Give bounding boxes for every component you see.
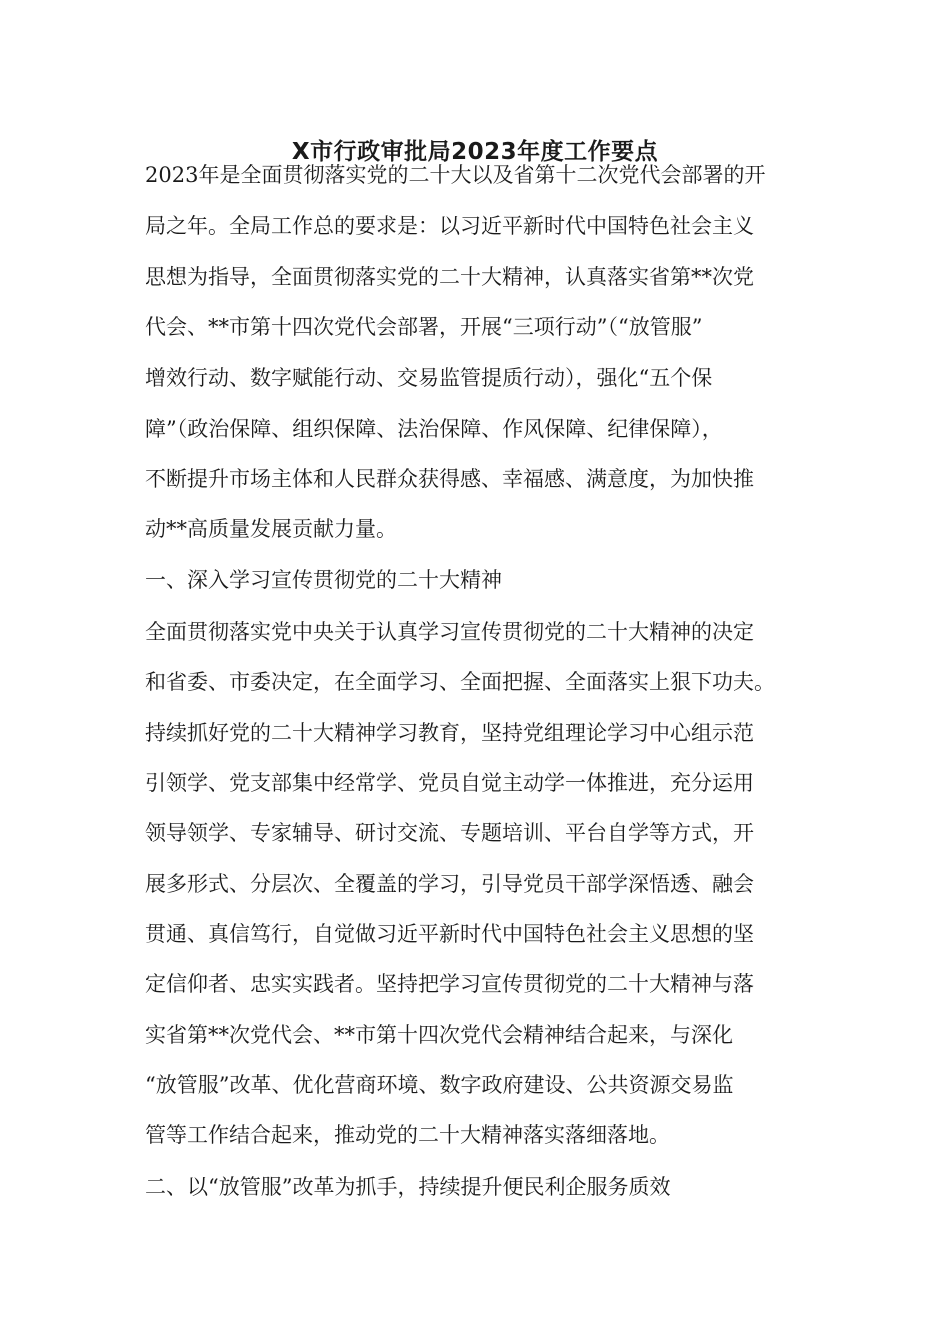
intro-line: 2023年是全面贯彻落实党的二十大以及省第十二次党代会部署的开 bbox=[145, 163, 766, 187]
intro-line: 障”（政治保障、组织保障、法治保障、作风保障、纪律保障）， bbox=[145, 417, 723, 441]
section-1-line: 贯通、真信笃行，自觉做习近平新时代中国特色社会主义思想的坚 bbox=[145, 922, 754, 946]
section-heading-2: 二、以“放管服”改革为抓手，持续提升便民利企服务质效 bbox=[145, 1175, 671, 1199]
section-1-line: 实省第**次党代会、**市第十四次党代会精神结合起来，与深化 bbox=[145, 1023, 733, 1047]
intro-line: 动**高质量发展贡献力量。 bbox=[145, 517, 397, 541]
section-1-line: 引领学、党支部集中经常学、党员自觉主动学一体推进，充分运用 bbox=[145, 771, 754, 795]
section-1-line: “放管服”改革、优化营商环境、数字政府建设、公共资源交易监 bbox=[145, 1073, 734, 1097]
section-1-line: 全面贯彻落实党中央关于认真学习宣传贯彻党的二十大精神的决定 bbox=[145, 620, 754, 644]
section-1-line: 管等工作结合起来，推动党的二十大精神落实落细落地。 bbox=[145, 1123, 670, 1147]
document-title: X市行政审批局2023年度工作要点 bbox=[291, 139, 659, 165]
intro-line: 增效行动、数字赋能行动、交易监管提质行动），强化“五个保 bbox=[145, 366, 713, 390]
intro-line: 局之年。全局工作总的要求是：以习近平新时代中国特色社会主义 bbox=[145, 214, 754, 238]
section-1-line: 领导领学、专家辅导、研讨交流、专题培训、平台自学等方式，开 bbox=[145, 821, 754, 845]
section-1-line: 持续抓好党的二十大精神学习教育，坚持党组理论学习中心组示范 bbox=[145, 721, 754, 745]
intro-line: 代会、**市第十四次党代会部署，开展“三项行动”（“放管服” bbox=[145, 315, 703, 339]
section-1-line: 展多形式、分层次、全覆盖的学习，引导党员干部学深悟透、融会 bbox=[145, 872, 754, 896]
section-1-line: 定信仰者、忠实实践者。坚持把学习宣传贯彻党的二十大精神与落 bbox=[145, 972, 754, 996]
intro-line: 不断提升市场主体和人民群众获得感、幸福感、满意度，为加快推 bbox=[145, 467, 754, 491]
intro-line: 思想为指导，全面贯彻落实党的二十大精神，认真落实省第**次党 bbox=[145, 265, 754, 289]
section-1-line: 和省委、市委决定，在全面学习、全面把握、全面落实上狠下功夫。 bbox=[145, 670, 775, 694]
section-heading-1: 一、深入学习宣传贯彻党的二十大精神 bbox=[145, 568, 502, 592]
